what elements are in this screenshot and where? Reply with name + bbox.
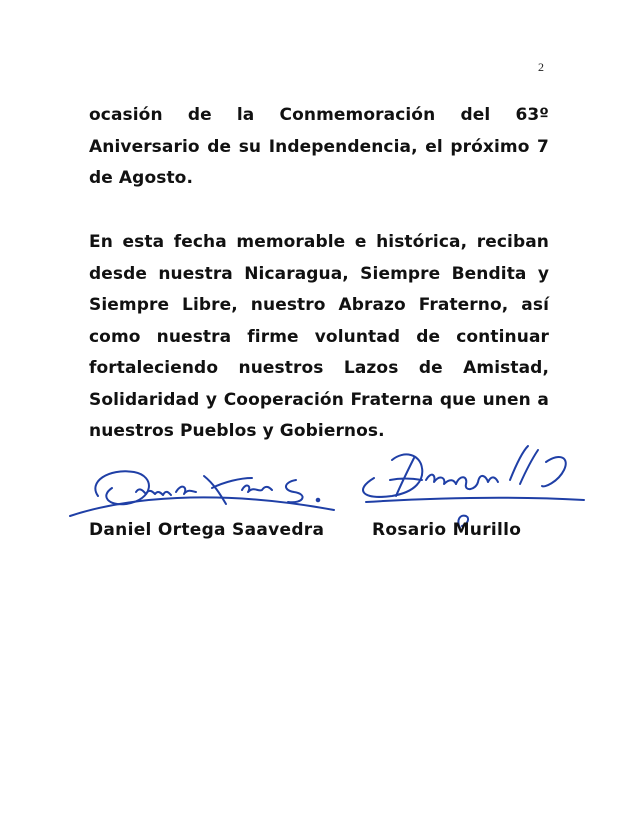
signature-rosario-murillo [352, 440, 592, 532]
body-paragraph-1: ocasión de la Conmemoración del 63º Aniversario de su Independencia, el próximo 7 de Agosto. [89, 105, 549, 188]
page-number: 2 [538, 60, 544, 74]
signature-daniel-ortega [64, 458, 344, 524]
body-paragraph-2: En esta fecha memorable e histórica, reciban desde nuestra Nicaragua, Siempre Bendita y Siempre Libre, nuestro Abrazo Fraterno, así como nuestra firme voluntad de continuar fortaleciendo nuestros Lazos de Amistad, Solidaridad y Cooperación Fraterna que unen a nuestros Pueblos y Gobiernos. [89, 232, 549, 441]
signer-name-daniel-ortega: Daniel Ortega Saavedra [89, 520, 325, 540]
signer-name-rosario-murillo: Rosario Murillo [372, 520, 522, 540]
